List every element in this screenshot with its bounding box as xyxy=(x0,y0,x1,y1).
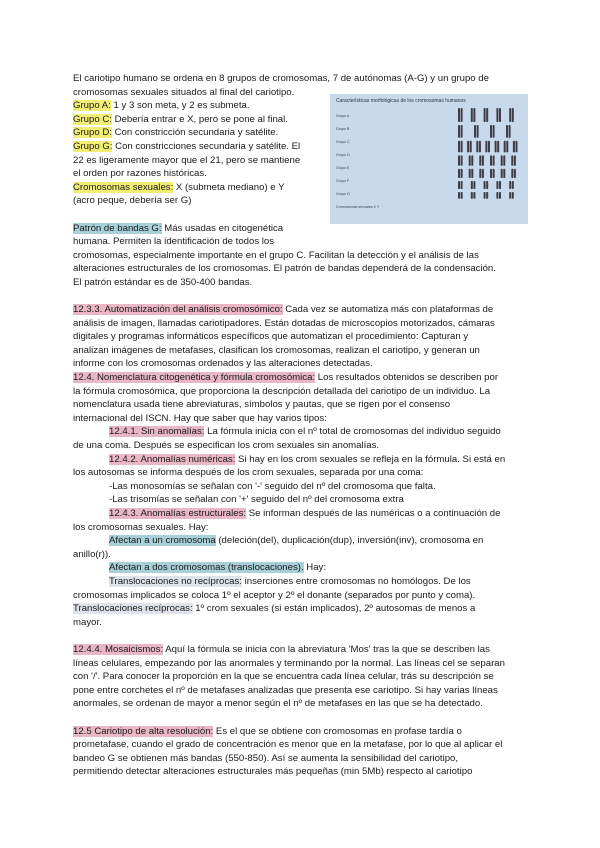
group-label: Grupo C: xyxy=(73,113,112,125)
group-label: Grupo D: xyxy=(73,127,112,139)
chromosome-mark xyxy=(458,192,460,199)
group-g-cont: el orden por razones históricas. xyxy=(73,168,207,180)
section-1241 xyxy=(73,425,528,439)
chromosome-mark xyxy=(461,155,463,165)
group-text: Debería entrar e X, pero se pone al final. xyxy=(111,113,288,125)
chromosome-mark xyxy=(496,108,498,122)
chromosome-mark xyxy=(458,181,460,189)
chromosome-mark xyxy=(474,125,476,138)
chromosome-mark xyxy=(512,192,514,199)
chromosome-mark xyxy=(509,181,511,189)
chromosome-mark xyxy=(482,155,484,165)
chromosome-mark xyxy=(458,125,460,138)
intro-line: cromosomas sexuales situados al final del cariotipo. xyxy=(73,86,295,98)
chromosome-mark xyxy=(509,192,511,199)
section-text: Es el que se obtiene con cromosomas en profase tardía o xyxy=(213,725,462,737)
chromosome-mark xyxy=(512,181,514,189)
section-1244 xyxy=(73,643,528,657)
section-text: La fórmula inicia con el nº total de cromosomas del individuo seguido xyxy=(204,426,501,438)
chromosome-mark xyxy=(458,155,460,165)
list-item: -Las monosomías se señalan con '-' seguido del nº del cromosoma que falta. xyxy=(109,480,436,492)
two-chromosomes-text: Hay: xyxy=(303,562,327,574)
chromosome-mark xyxy=(471,155,473,165)
list-item: -Las trisomías se señalan con '+' seguido del nº del cromosoma extra xyxy=(109,494,404,506)
section-line: de una coma. Después se especifican los crom sexuales sin anomalías. xyxy=(73,440,380,452)
intro-line: El cariotipo humano se ordena en 8 grupos de cromosomas, 7 de autónomas (A-G) y un grupo de xyxy=(73,73,489,84)
one-chromosome xyxy=(73,534,528,548)
non-reciprocal-label: Translocaciones no recíprocas: xyxy=(109,575,242,587)
section-1233 xyxy=(73,303,528,317)
section-heading: 12.3.3. Automatización del análisis cromosómico: xyxy=(73,304,283,316)
figure-row-label: Grupo A xyxy=(336,114,350,118)
section-1242 xyxy=(73,453,528,467)
section-line: los autosomas se informa después de los crom sexuales, separada por una coma: xyxy=(73,467,424,479)
chromosome-mark xyxy=(493,125,495,138)
chromosome-mark xyxy=(469,169,471,178)
section-line: con '/'. Para conocer la proporción en la que se encuentra cada línea celular, trás su descripción se xyxy=(73,671,494,683)
section-line: analizan imágenes de metafases, clasifican los cromosomas, realizan el cariotipo, y generan un xyxy=(73,344,480,356)
section-text: Cada vez se automatiza más con plataformas de xyxy=(282,304,494,316)
section-text: Aquí la fórmula se inicia con la abreviatura 'Mos' tras la que se describen las xyxy=(163,643,490,655)
section-text: Se informan después de las numéricas o a continuación de xyxy=(246,508,501,519)
two-chromosomes-label: Afectan a dos cromosomas (translocaciones). xyxy=(109,562,304,574)
figure-row-label: Grupo E xyxy=(336,166,350,170)
chromosome-mark xyxy=(501,169,503,178)
group-label: Grupo A: xyxy=(73,100,111,112)
chromosome-mark xyxy=(486,108,488,122)
chromosome-mark xyxy=(458,169,460,178)
sex-label: Cromosomas sexuales: xyxy=(73,181,174,193)
section-125 xyxy=(73,725,528,739)
chromosome-mark xyxy=(490,169,492,178)
section-line: prometafase, cuando el grado de concentración es menor que en la metafase, por lo que al aplicar el xyxy=(73,739,503,751)
chromosome-mark xyxy=(496,192,498,199)
chromosome-mark xyxy=(461,108,463,122)
one-chromosome-label: Afectan a un cromosoma xyxy=(109,535,216,547)
non-reciprocal xyxy=(73,575,528,589)
section-line: internacional del ISCN. Hay que saber que hay varios tipos: xyxy=(73,412,327,424)
chromosome-mark xyxy=(499,192,501,199)
chromosome-mark xyxy=(479,141,481,153)
chromosome-mark xyxy=(497,141,499,153)
chromosome-mark xyxy=(514,155,516,165)
chromosome-mark xyxy=(493,155,495,165)
figure-background xyxy=(330,94,528,224)
chromosome-mark xyxy=(473,192,475,199)
chromosome-mark xyxy=(503,169,505,178)
chromosome-mark xyxy=(495,141,497,153)
chromosome-mark xyxy=(461,181,463,189)
section-line: líneas celulares, empezando por las anormales y terminando por la normal. Las líneas cel se separan xyxy=(73,657,505,669)
section-line: nomenclatura usada tiene abreviaturas, símbolos y pautas, que se rigen por el consenso xyxy=(73,399,451,411)
chromosome-mark xyxy=(458,141,460,153)
section-heading: 12.5 Cariotipo de alta resolución: xyxy=(73,725,214,737)
sex-text: X (submeta mediano) e Y xyxy=(173,181,285,193)
section-line: los cromosomas sexuales. Hay: xyxy=(73,521,209,533)
section-line: análisis de imagen, llamadas cariotipadores. Están dotadas de microscopios motorizados, cámaras xyxy=(73,317,495,329)
karyotype-image xyxy=(456,106,524,220)
chromosome-mark xyxy=(458,108,460,122)
reciprocal xyxy=(73,602,528,616)
karyotype-figure xyxy=(330,94,528,224)
chromosome-mark xyxy=(499,181,501,189)
section-line: anillo(r)). xyxy=(73,548,111,560)
chromosome-mark xyxy=(467,141,469,153)
group-text: 1 y 3 son meta, y 2 es submeta. xyxy=(110,100,250,112)
figure-title: Características morfológicas de los cromosomas humanos xyxy=(336,98,466,104)
chromosome-mark xyxy=(486,192,488,199)
figure-row-label: Grupo D xyxy=(336,153,350,157)
chromosome-mark xyxy=(470,141,472,153)
chromosome-mark xyxy=(485,141,487,153)
section-line: anormales, se ordenan de mayor a menor según el nº de metafases en las que se ha detectado. xyxy=(73,698,483,710)
chromosome-mark xyxy=(473,181,475,189)
chromosome-mark xyxy=(476,141,478,153)
section-heading: 12.4.1. Sin anomalías: xyxy=(109,426,205,438)
section-1243 xyxy=(73,507,528,521)
section-line: bandeo G se obtienen más bandas (550-850). Así se aumenta la sensibilidad del cariotipo, xyxy=(73,752,459,764)
chromosome-mark xyxy=(496,181,498,189)
chromosome-mark xyxy=(461,192,463,199)
chromosome-mark xyxy=(461,141,463,153)
section-line: permitiendo detectar alteraciones estructurales más pequeñas (min 5Mb) respecto al cariotipo xyxy=(73,766,473,778)
chromosome-mark xyxy=(501,155,503,165)
chromosome-mark xyxy=(484,108,486,122)
section-line: cromosomas implicados se coloca 1º el aceptor y 2º el donante (separados por punto y coma). xyxy=(73,589,476,601)
reciprocal-label: Translocaciones recíprocas: xyxy=(73,603,193,615)
chromosome-mark xyxy=(488,141,490,153)
section-line: digitales y programas informáticos específicos que automatizan el procedimiento: Capturan y xyxy=(73,331,469,343)
chromosome-mark xyxy=(484,181,486,189)
chromosome-mark xyxy=(479,155,481,165)
chromosome-mark xyxy=(490,155,492,165)
bandas-label: Patrón de bandas G: xyxy=(73,222,162,234)
chromosome-mark xyxy=(469,155,471,165)
reciprocal-text: 1º crom sexuales (si están implicados), 2º autosomas de menos a xyxy=(192,603,476,615)
section-text: Si hay en los crom sexuales se refleja en la fórmula. Si está en xyxy=(235,453,506,465)
chromosome-mark xyxy=(477,125,479,138)
chromosome-mark xyxy=(514,169,516,178)
chromosome-mark xyxy=(484,192,486,199)
section-line: mayor. xyxy=(73,616,102,628)
group-text: Con constricción secundaria y satélite. xyxy=(111,127,279,139)
chromosome-mark xyxy=(471,169,473,178)
figure-row-label: Grupo G xyxy=(336,192,350,196)
sex-chromosomes-cont: (acro peque, debería ser G) xyxy=(73,195,192,207)
section-heading: 12.4.2. Anomalías numéricas: xyxy=(109,453,236,465)
chromosome-mark xyxy=(482,169,484,178)
chromosome-mark xyxy=(506,141,508,153)
chromosome-mark xyxy=(461,169,463,178)
group-g-cont: 22 es ligeramente mayor que el 21, pero se mantiene xyxy=(73,154,301,166)
figure-row-label: Cromosomas sexuales X Y xyxy=(336,205,380,209)
bandas-line: alteraciones estructurales de los cromosomas. El patrón de bandas dependerá de la condensación. xyxy=(73,263,496,275)
section-heading: 12.4. Nomenclatura citogenética y fórmula cromosómica: xyxy=(73,372,316,384)
chromosome-mark xyxy=(511,169,513,178)
chromosome-mark xyxy=(486,181,488,189)
section-text: Los resultados obtenidos se describen por xyxy=(315,372,499,384)
chromosome-mark xyxy=(506,125,508,138)
chromosome-mark xyxy=(461,125,463,138)
chromosome-mark xyxy=(513,141,515,153)
two-chromosomes xyxy=(73,561,528,575)
chromosome-mark xyxy=(471,181,473,189)
chromosome-mark xyxy=(471,108,473,122)
section-heading: 12.4.4. Mosaicismos: xyxy=(73,643,164,655)
chromosome-mark xyxy=(490,125,492,138)
section-line: informe con los cromosomas ordenados y las alteraciones detectadas. xyxy=(73,358,373,370)
group-label: Grupo G: xyxy=(73,140,113,152)
one-chromosome-text: (deleción(del), duplicación(dup), inversión(inv), cromosoma en xyxy=(215,535,484,547)
chromosome-mark xyxy=(471,192,473,199)
section-line: pone entre corchetes el nº de metafases analizadas que presenta ese cariotipo. Si hay varias líneas xyxy=(73,684,498,696)
chromosome-mark xyxy=(512,108,514,122)
bandas-line: humana. Permiten la identificación de todos los xyxy=(73,236,275,248)
chromosome-mark xyxy=(479,169,481,178)
section-heading: 12.4.3. Anomalías estructurales: xyxy=(109,508,247,519)
section-line: la fórmula cromosómica, que proporciona la descripción detallada del cariotipo de un individuo. La xyxy=(73,385,491,397)
bandas-text: Más usadas en citogenética xyxy=(161,222,284,234)
chromosome-mark xyxy=(509,125,511,138)
chromosome-mark xyxy=(493,169,495,178)
chromosome-mark xyxy=(516,141,518,153)
chromosome-mark xyxy=(504,141,506,153)
chromosome-mark xyxy=(473,108,475,122)
figure-row-label: Grupo B xyxy=(336,127,350,131)
bandas-line: cromosomas, especialmente importante en el grupo C. Facilitan la detección y el análisis de las xyxy=(73,249,479,261)
figure-row-label: Grupo F xyxy=(336,179,350,183)
bandas-line: El patrón estándar es de 350-400 bandas. xyxy=(73,276,253,288)
figure-row-label: Grupo C xyxy=(336,140,350,144)
chromosome-mark xyxy=(503,155,505,165)
non-reciprocal-text: inserciones entre cromosomas no homólogos. De los xyxy=(241,575,471,587)
chromosome-mark xyxy=(511,155,513,165)
chromosome-mark xyxy=(499,108,501,122)
group-text: Con constricciones secundaria y satélite. El xyxy=(112,140,301,152)
chromosome-mark xyxy=(509,108,511,122)
section-124 xyxy=(73,371,528,385)
